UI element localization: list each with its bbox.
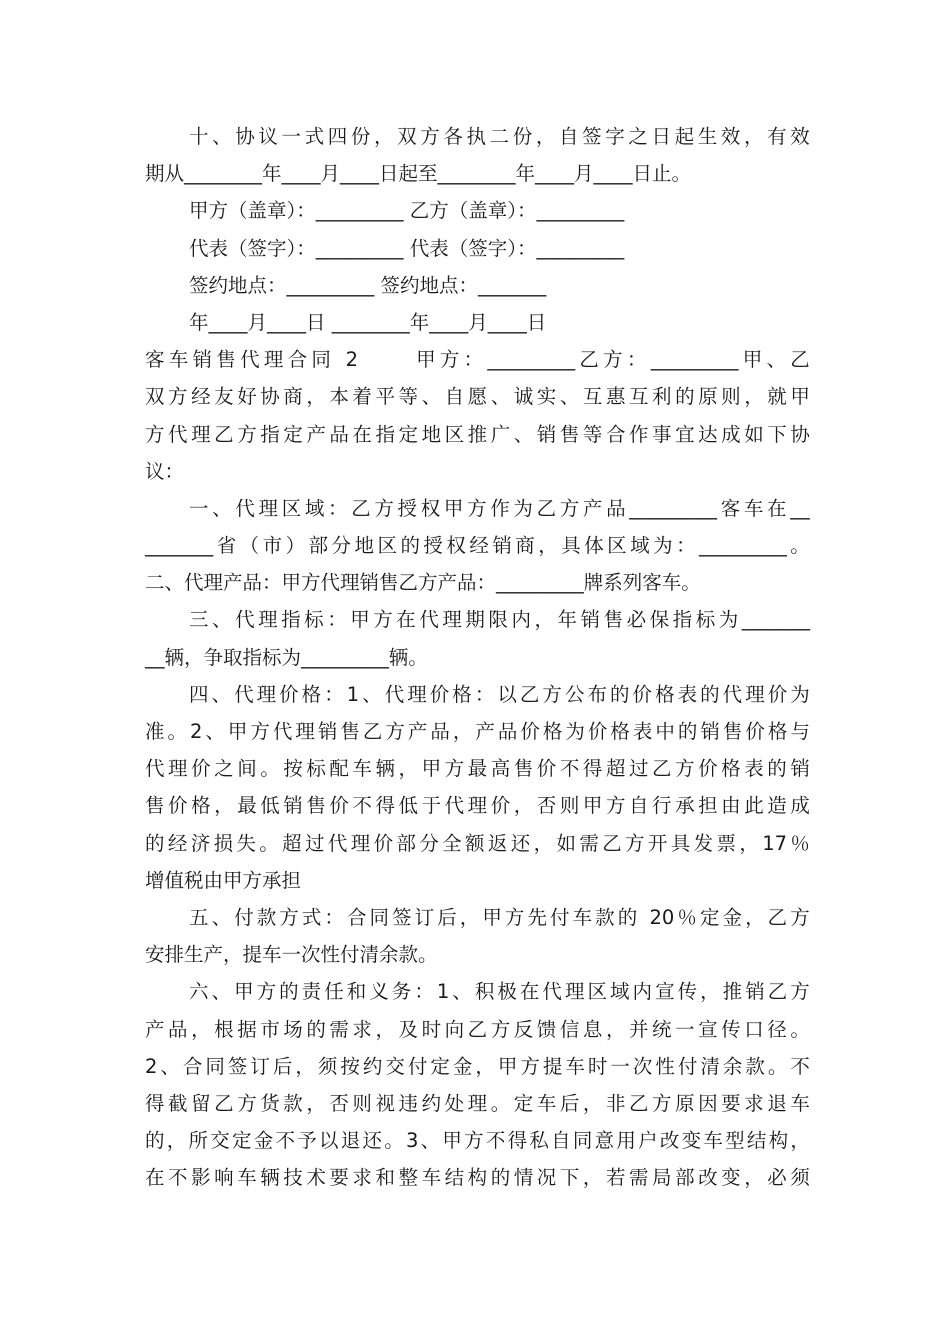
text-line: 四 、 代 理 价 格 ： 1 、 代 理 价 格 ： 以 乙 方 公 布 的 价 格 表 的 代 理 价 为	[189, 682, 810, 706]
text-line: 增值税由甲方承担	[145, 868, 302, 892]
text-line: 得 截 留 乙 方 货 款 ， 否 则 视 违 约 处 理 。 定 车 后 ， 非 乙 方 原 因 要 求 退 车	[145, 1091, 810, 1115]
text-line: 甲方（盖章）：_________ 乙方（盖章）：_________	[189, 199, 625, 223]
text-line: 安排生产，提车一次性付清余款。	[145, 943, 438, 967]
text-line: 五 、 付 款 方 式 ： 合 同 签 订 后 ， 甲 方 先 付 车 款 的 20 ％ 定 金 ， 乙 方	[189, 905, 810, 929]
text-line: 二、代理产品：甲方代理销售乙方产品：_________牌系列客车。	[145, 571, 701, 595]
text-line: 2 、 合 同 签 订 后 ， 须 按 约 交 付 定 金 ， 甲 方 提 车 时 一 次 性 付 清 余 款 。 不	[145, 1054, 810, 1078]
text-line: _______ 省 （ 市 ） 部 分 地 区 的 授 权 经 销 商 ， 具 体 区 域 为 ： _________ 。	[145, 534, 810, 558]
text-line: 议：	[145, 459, 185, 483]
text-line: 十 、 协 议 一 式 四 份 ， 双 方 各 执 二 份 ， 自 签 字 之 日 起 生 效 ， 有 效	[189, 125, 810, 148]
text-line: 签约地点：_________ 签约地点：_______	[189, 273, 547, 297]
text-line: 期从________年____月____日起至________年____月____日止。	[145, 162, 692, 186]
text-line: __辆，争取指标为_________辆。	[145, 645, 428, 669]
text-line: 双 方 经 友 好 协 商 ， 本 着 平 等 、 自 愿 、 诚 实 、 互 惠 互 利 的 原 则 ， 就 甲	[145, 385, 810, 409]
text-line: 客 车 销 售 代 理 合 同 2 甲 方 ： _________ 乙 方 ： _________ 甲 、 乙	[145, 348, 810, 372]
text-line: 年____月____日 ________年____月____日	[189, 310, 547, 334]
text-line: 售 价 格 ， 最 低 销 售 价 不 得 低 于 代 理 价 ， 否 则 甲 方 自 行 承 担 由 此 造 成	[145, 794, 810, 818]
text-line: 的 经 济 损 失 。 超 过 代 理 价 部 分 全 额 返 还 ， 如 需 乙 方 开 具 发 票 ， 17 ％	[145, 831, 810, 855]
text-line: 代 理 价 之 间 。 按 标 配 车 辆 ， 甲 方 最 高 售 价 不 得 超 过 乙 方 价 格 表 的 销	[145, 757, 810, 781]
contract-body	[145, 118, 810, 1196]
text-line: 三 、 代 理 指 标 ： 甲 方 在 代 理 期 限 内 ， 年 销 售 必 保 指 标 为 _______	[189, 608, 810, 632]
text-line: 方 代 理 乙 方 指 定 产 品 在 指 定 地 区 推 广 、 销 售 等 合 作 事 宜 达 成 如 下 协	[145, 422, 810, 446]
text-line: 在 不 影 响 车 辆 技 术 要 求 和 整 车 结 构 的 情 况 下 ， 若 需 局 部 改 变 ， 必 须	[145, 1166, 810, 1190]
text-line: 代表（签字）：_________ 代表（签字）：_________	[189, 236, 625, 260]
text-line: 六 、 甲 方 的 责 任 和 义 务 ： 1 、 积 极 在 代 理 区 域 内 宣 传 ， 推 销 乙 方	[189, 980, 810, 1004]
text-line: 准 。 2 、 甲 方 代 理 销 售 乙 方 产 品 ， 产 品 价 格 为 价 格 表 中 的 销 售 价 格 与	[145, 720, 810, 743]
text-line: 的 ， 所 交 定 金 不 予 以 退 还 。 3 、 甲 方 不 得 私 自 同 意 用 户 改 变 车 型 结 构 ，	[145, 1129, 810, 1153]
text-line: 一 、 代 理 区 域 ： 乙 方 授 权 甲 方 作 为 乙 方 产 品 _________ 客 车 在 __	[189, 496, 810, 520]
text-line: 产 品 ， 根 据 市 场 的 需 求 ， 及 时 向 乙 方 反 馈 信 息 ， 并 统 一 宣 传 口 径 。	[145, 1017, 810, 1041]
